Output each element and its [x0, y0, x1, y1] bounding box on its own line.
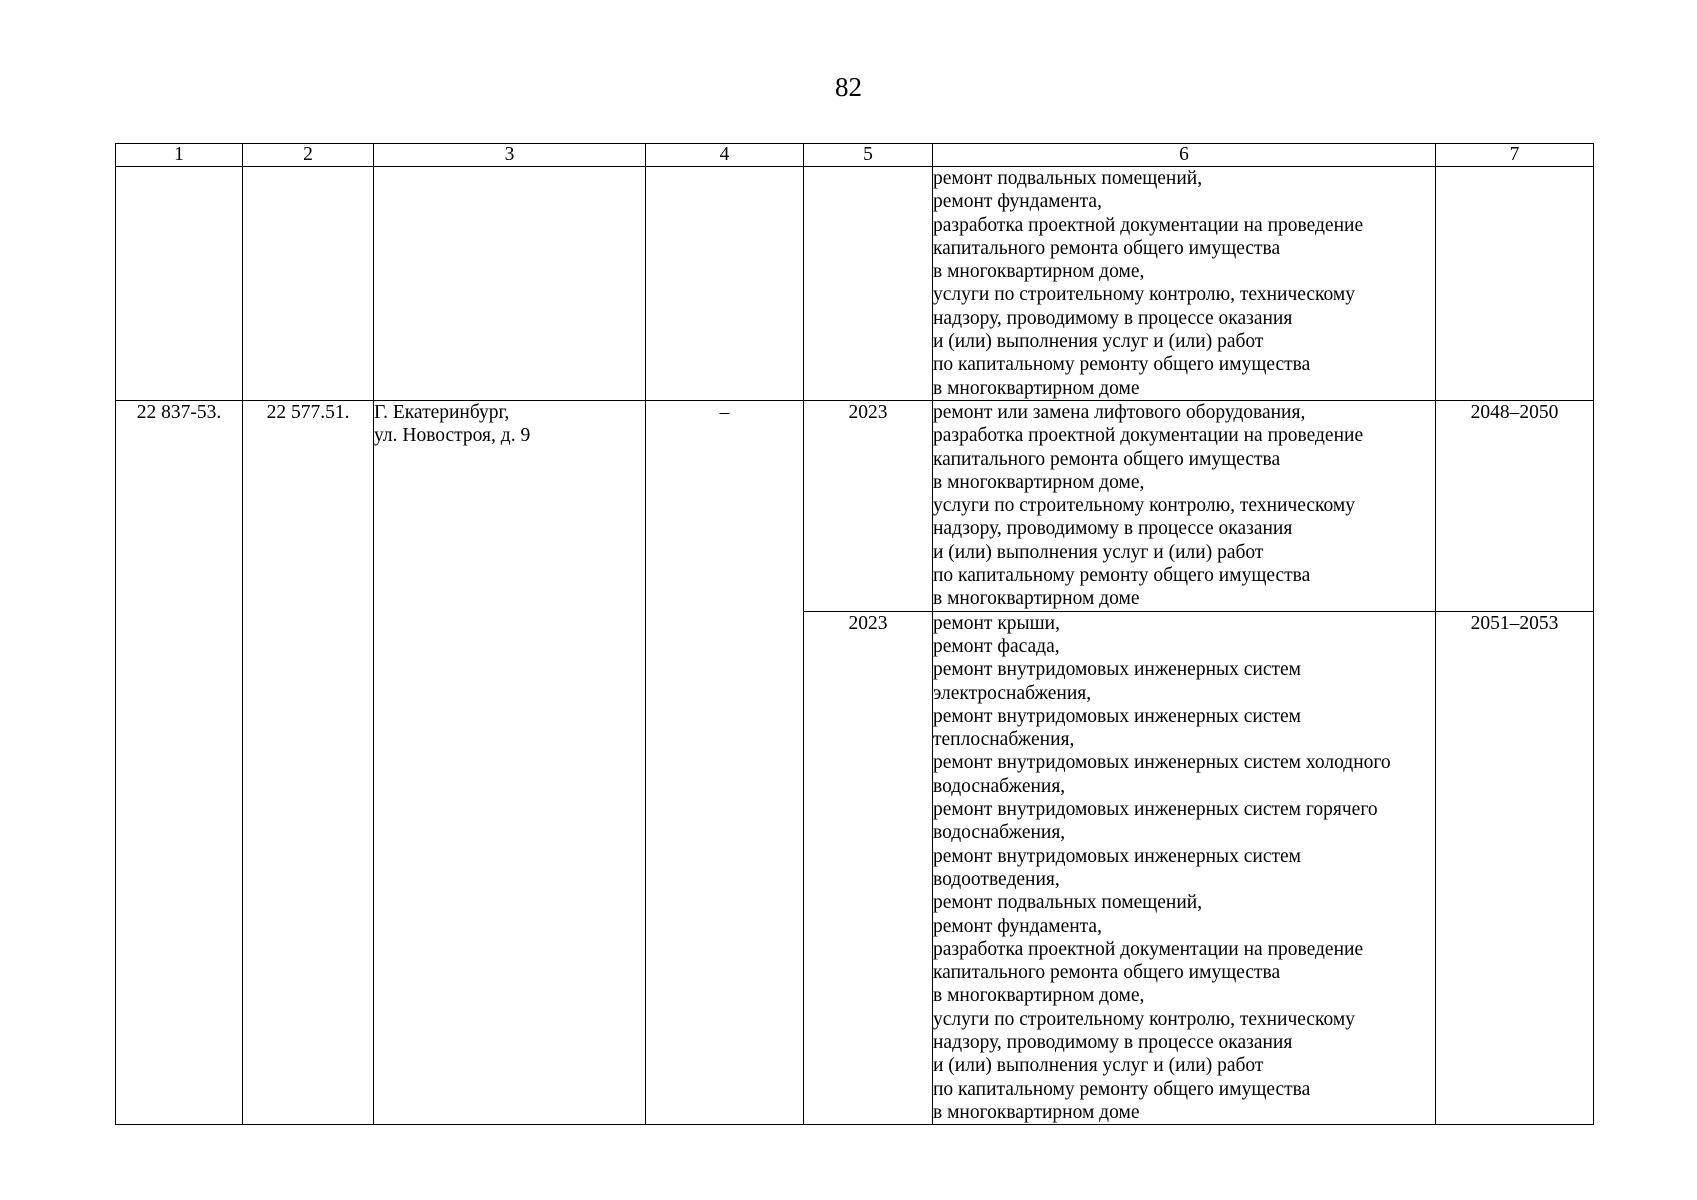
- range-cell: 2051–2053: [1436, 611, 1594, 1125]
- work-line: ремонт подвальных помещений,: [933, 168, 1203, 189]
- column-header-7: 7: [1436, 144, 1594, 167]
- work-line: теплоснабжения,: [933, 729, 1075, 751]
- record-number-2: 22 577.51.: [243, 400, 374, 1124]
- work-line: в многоквартирном доме,: [933, 261, 1145, 283]
- work-line: электроснабжения,: [933, 682, 1092, 704]
- column-header-4: 4: [646, 144, 804, 167]
- column-header-2: 2: [243, 144, 374, 167]
- work-line: надзору, проводимому в процессе оказания: [933, 1031, 1293, 1053]
- work-line: ремонт подвальных помещений,: [933, 892, 1203, 914]
- work-line: ремонт или замена лифтового оборудования,: [933, 401, 1306, 423]
- work-line: разработка проектной документации на проведение: [933, 425, 1364, 447]
- work-line: капитального ремонта общего имущества: [933, 448, 1281, 470]
- work-line: в многоквартирном доме,: [933, 985, 1145, 1007]
- work-line: ремонт внутридомовых инженерных систем горячего: [933, 799, 1378, 821]
- work-line: разработка проектной документации на проведение: [933, 214, 1364, 236]
- work-line: ремонт фасада,: [933, 635, 1060, 657]
- work-line: разработка проектной документации на проведение: [933, 938, 1364, 960]
- work-line: в многоквартирном доме: [933, 377, 1140, 399]
- work-line: ремонт внутридомовых инженерных систем холодного: [933, 752, 1391, 774]
- work-line: и (или) выполнения услуг и (или) работ: [933, 331, 1264, 353]
- page-number: 82: [835, 72, 862, 102]
- work-line: капитального ремонта общего имущества: [933, 962, 1281, 984]
- cell-empty: [1436, 167, 1594, 401]
- column-header-3: 3: [374, 144, 646, 167]
- work-line: в многоквартирном доме: [933, 588, 1140, 610]
- cell-empty: [374, 167, 646, 401]
- address-city: Г. Екатеринбург,: [374, 401, 510, 423]
- works-list: [933, 167, 1436, 401]
- work-line: услуги по строительному контролю, техническому: [933, 284, 1356, 306]
- work-line: услуги по строительному контролю, техническому: [933, 495, 1356, 517]
- work-line: водоснабжения,: [933, 822, 1066, 844]
- address-cell: [374, 400, 646, 1124]
- work-line: надзору, проводимому в процессе оказания: [933, 518, 1293, 540]
- range-cell: 2048–2050: [1436, 400, 1594, 611]
- column-header-1: 1: [116, 144, 243, 167]
- work-line: водоснабжения,: [933, 775, 1066, 797]
- table-row: [116, 400, 1594, 611]
- works-list: [933, 400, 1436, 611]
- column-header-6: 6: [933, 144, 1436, 167]
- work-line: в многоквартирном доме: [933, 1101, 1140, 1123]
- work-line: ремонт внутридомовых инженерных систем: [933, 659, 1301, 681]
- work-line: водоотведения,: [933, 868, 1060, 890]
- column-header-5: 5: [804, 144, 933, 167]
- work-line: по капитальному ремонту общего имущества: [933, 1078, 1311, 1100]
- work-line: услуги по строительному контролю, техническому: [933, 1008, 1356, 1030]
- work-line: ремонт фундамента,: [933, 191, 1102, 213]
- work-line: капитального ремонта общего имущества: [933, 237, 1281, 259]
- work-line: по капитальному ремонту общего имущества: [933, 565, 1311, 587]
- work-line: по капитальному ремонту общего имущества: [933, 354, 1311, 376]
- cell-empty: [804, 167, 933, 401]
- column-numbers-row: [116, 144, 1594, 167]
- cell-empty: [243, 167, 374, 401]
- address-street: ул. Новостроя, д. 9: [374, 425, 531, 447]
- work-line: надзору, проводимому в процессе оказания: [933, 307, 1293, 329]
- year-cell: 2023: [804, 400, 933, 611]
- works-list: [933, 611, 1436, 1125]
- work-line: в многоквартирном доме,: [933, 471, 1145, 493]
- work-line: ремонт крыши,: [933, 612, 1060, 634]
- work-line: ремонт внутридомовых инженерных систем: [933, 705, 1301, 727]
- column-4-value: –: [646, 400, 804, 1124]
- work-line: ремонт фундамента,: [933, 915, 1102, 937]
- cell-empty: [646, 167, 804, 401]
- record-number-1: 22 837-53.: [116, 400, 243, 1124]
- work-line: ремонт внутридомовых инженерных систем: [933, 845, 1301, 867]
- cell-empty: [116, 167, 243, 401]
- year-cell: 2023: [804, 611, 933, 1125]
- work-schedule-table: [115, 143, 1594, 1125]
- work-line: и (или) выполнения услуг и (или) работ: [933, 541, 1264, 563]
- work-line: и (или) выполнения услуг и (или) работ: [933, 1055, 1264, 1077]
- continued-row: [116, 167, 1594, 401]
